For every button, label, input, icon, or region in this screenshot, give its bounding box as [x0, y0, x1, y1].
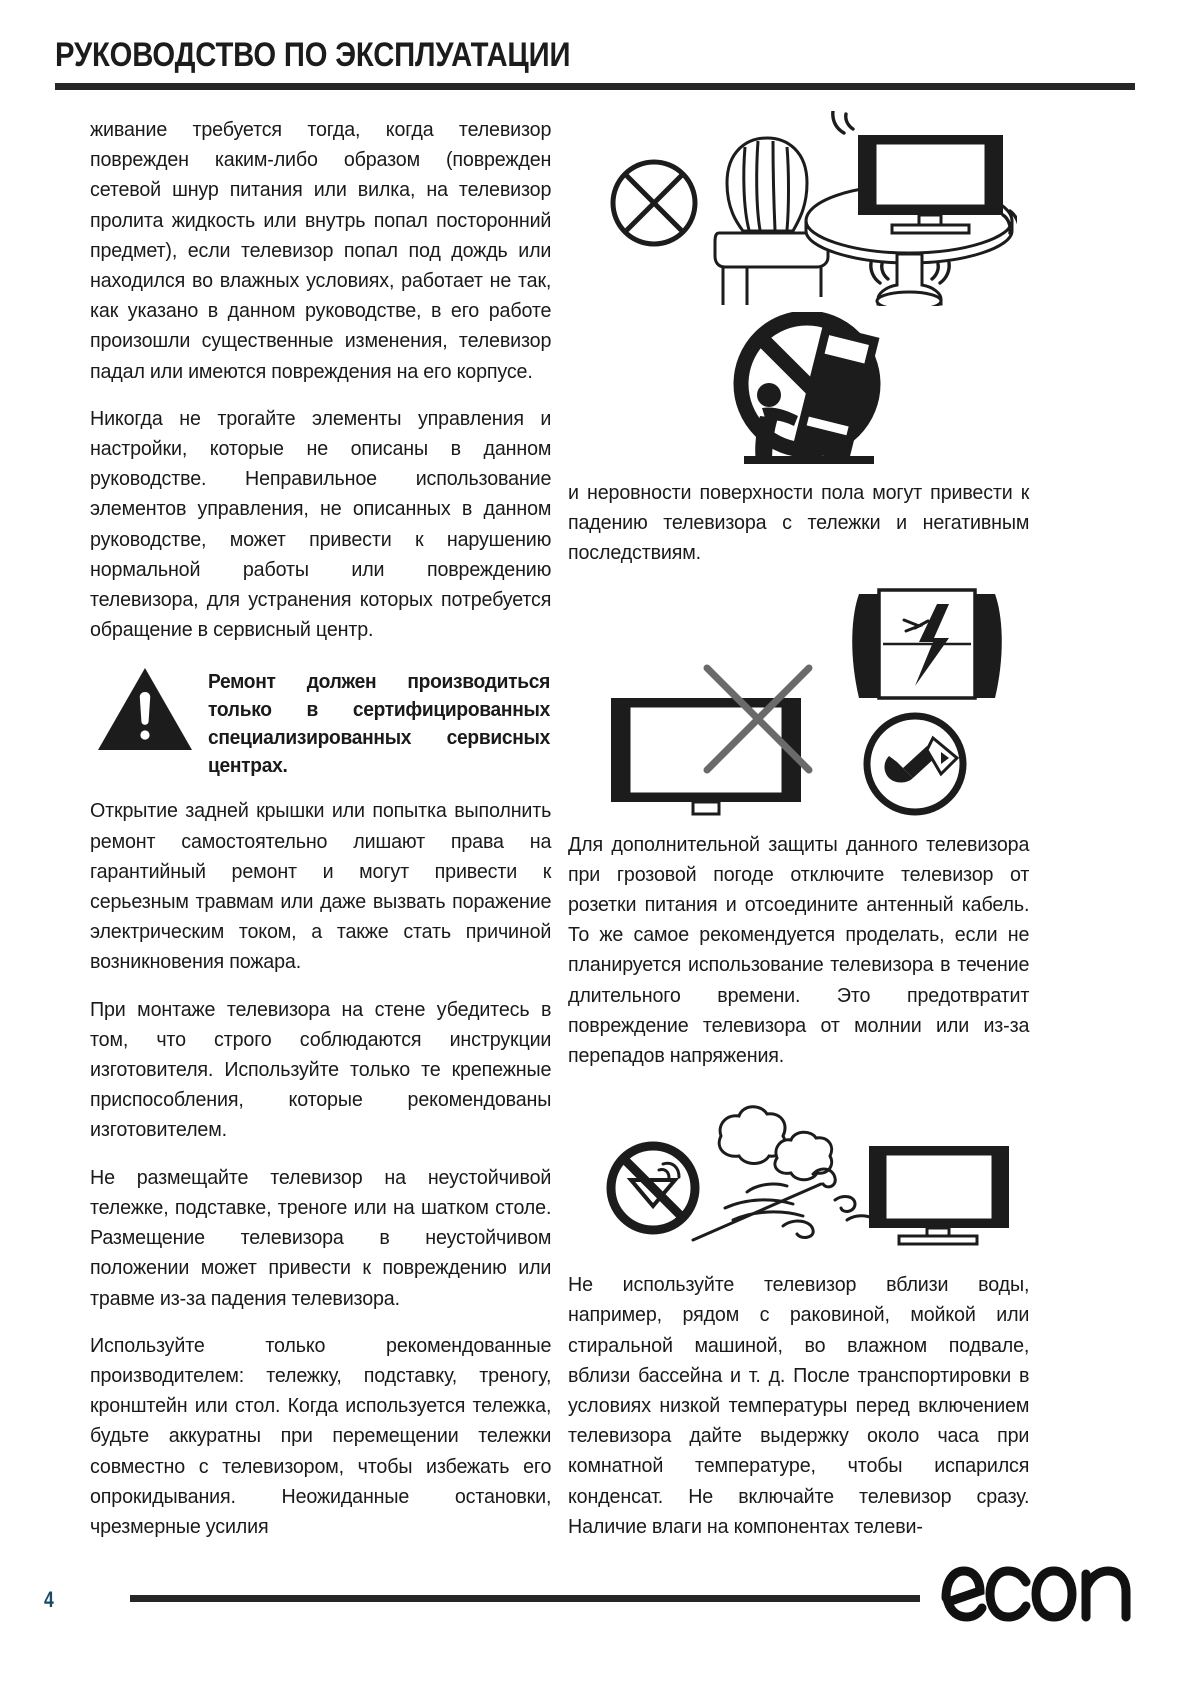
warning-triangle-icon	[96, 666, 194, 752]
page-footer	[0, 1560, 1190, 1630]
paragraph: Не размещайте телевизор на неустойчивой тележке, подставке, треноге или на шатком столе. Размещение телевизора в неустойчивом положении может привести к повреждению или травме из-за падения телевизора.	[90, 1166, 552, 1310]
paragraph: Никогда не трогайте элементы управления и настройки, которые не описаны в данном руководстве. Неправильное использование элементов управления, не описанных в данном руководстве, может привести к нарушению нормальной работы или повреждению телевизора, для устранения которых потребуется обращение в сервисный центр.	[90, 407, 552, 642]
right-text-column	[568, 115, 1046, 1542]
paragraph: Для дополнительной защиты данного телевизора при грозовой погоде отключите телевизор от розетки питания и отсоедините антенный кабель. То же самое рекомендуется проделать, если не планируется использование телевизора в течение длительного времени. Это предотвратит повреждение телевизора от молнии или из-за перепадов напряжения.	[568, 833, 1030, 1068]
page-number: 4	[44, 1587, 54, 1612]
service-warning-text: Ремонт должен производиться только в сертифицированных специализированных сервисных центрах.	[208, 671, 550, 778]
page-title: РУКОВОДСТВО ПО ЭКСПЛУАТАЦИИ	[55, 36, 571, 74]
footer-divider	[130, 1595, 920, 1602]
lightning-storm-unplug-tv-illustration	[597, 586, 1017, 816]
service-warning-block	[90, 662, 568, 780]
tv-on-wobbling-table-illustration	[597, 111, 1017, 306]
page-content	[55, 115, 1135, 1538]
paragraph: Открытие задней крышки или попытка выполнить ремонт самостоятельно лишают права на гарантийный ремонт и могут привести к серьезным травмам или даже вызвать поражение электрическим током, а также стать причиной возникновения пожара.	[90, 800, 552, 974]
paragraph: При монтаже телевизора на стене убедитесь в том, что строго соблюдаются инструкции изготовителя. Используйте только те крепежные приспособления, которые рекомендованы изготовителем.	[90, 998, 552, 1142]
left-text-column	[90, 115, 568, 1542]
header-divider	[55, 83, 1135, 90]
no-pushing-tipping-tv-illustration	[682, 312, 932, 464]
econ-logo	[938, 1562, 1138, 1624]
page-header	[55, 38, 1135, 90]
tv-near-water-outdoors-illustration	[597, 1088, 1017, 1256]
paragraph: Используйте только рекомендованные производителем: тележку, подставку, треногу, кронштейн или стол. Когда используется тележка, будьте аккуратны при перемещении тележки совместно с телевизором, чтобы избежать его опрокидывания. Неожиданные остановки, чрезмерные усилия	[90, 1334, 552, 1538]
paragraph: Не используйте телевизор вблизи воды, например, рядом с раковиной, мойкой или стиральной машиной, во влажном подвале, вблизи бассейна и т. д. После транспортировки в условиях низкой температуры перед включением телевизора дайте выдержку около часа при комнатной температуре, чтобы испарился конденсат. Не включайте телевизор сразу. Наличие влаги на компонентах телеви-	[568, 1274, 1030, 1538]
paragraph: и неровности поверхности пола могут привести к падению телевизора с тележки и негативным последствиям.	[568, 482, 1030, 565]
paragraph: живание требуется тогда, когда телевизор поврежден каким-либо образом (поврежден сетевой шнур питания или вилка, на телевизор пролита жидкость или внутрь попал посторонний предмет), если телевизор попал под дождь или находился во влажных условиях, работает не так, как указано в данном руководстве, в его работе произошли существенные изменения, телевизор падал или имеются повреждения на его корпусе.	[90, 119, 552, 383]
